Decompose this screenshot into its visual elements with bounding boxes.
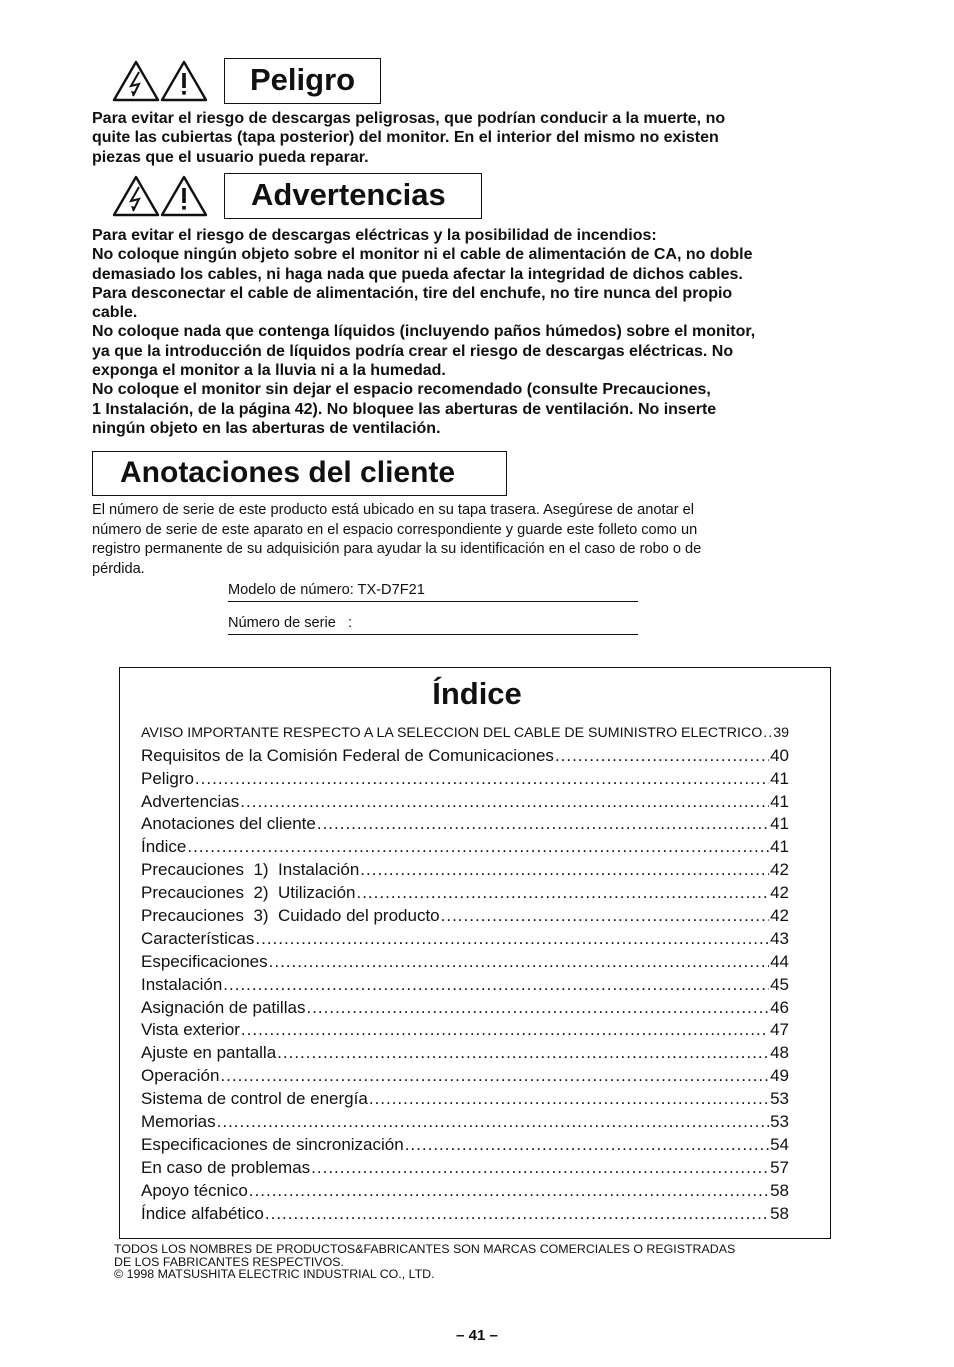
footer-line: TODOS LOS NOMBRES DE PRODUCTOS&FABRICANTES SON MARCAS COMERCIALES O REGISTRADAS [114, 1242, 736, 1256]
index-entry-page: 41 [770, 768, 789, 788]
index-entry-label: Apoyo técnico [141, 1180, 248, 1200]
text-line: número de serie de este aparato en el espacio correspondiente y guarde este folleto como un [92, 521, 698, 538]
index-entry-page: 49 [770, 1066, 789, 1086]
text-line: No coloque el monitor sin dejar el espacio recomendado (consulte Precauciones, [92, 381, 711, 399]
index-entry-page: 44 [770, 951, 789, 971]
index-entry-page: 47 [770, 1020, 789, 1040]
index-entry[interactable] [141, 949, 789, 972]
index-entry-leader [306, 998, 769, 1018]
text-line: No coloque ningún objeto sobre el monitor ni el cable de alimentación de CA, no doble [92, 246, 753, 264]
index-entry-label: Instalación [141, 974, 223, 994]
index-title: Índice [432, 676, 522, 711]
index-entry-page: 53 [770, 1112, 789, 1132]
index-entry-page: 43 [770, 928, 789, 948]
index-entry-page: 41 [770, 814, 789, 834]
index-entry[interactable] [141, 903, 789, 926]
warning-icon [160, 174, 208, 218]
index-entry[interactable] [141, 857, 789, 880]
electric-hazard-icon [112, 174, 160, 218]
index-entry-page: 45 [770, 974, 789, 994]
index-entry-leader [555, 746, 769, 766]
index-entry-leader [356, 883, 769, 903]
index-entry-leader [405, 1135, 769, 1155]
index-entry[interactable] [141, 1063, 789, 1086]
index-entry[interactable] [141, 995, 789, 1018]
index-entry[interactable] [141, 926, 789, 949]
peligro-heading: Peligro [224, 58, 381, 104]
index-entry-label: Peligro [141, 768, 194, 788]
footer-line: DE LOS FABRICANTES RESPECTIVOS. [114, 1254, 344, 1269]
index-entry-leader [360, 860, 769, 880]
index-entry-label: AVISO IMPORTANTE RESPECTO A LA SELECCION DEL CABLE DE SUMINISTRO ELECTRICO [141, 724, 763, 741]
index-entry-label: Índice [141, 837, 187, 857]
index-entry[interactable] [141, 789, 789, 812]
index-entry[interactable] [141, 743, 789, 766]
index-entry-page: 46 [770, 997, 789, 1017]
index-entry-leader [241, 1020, 769, 1040]
index-entry[interactable] [141, 1132, 789, 1155]
index-entry-leader [255, 929, 769, 949]
index-entry[interactable] [141, 1155, 789, 1178]
index-entry[interactable] [141, 1018, 789, 1041]
index-entry-label: En caso de problemas [141, 1157, 311, 1177]
index-entry-leader [220, 1066, 769, 1086]
index-entry-page: 42 [770, 860, 789, 880]
index-entry-page: 58 [770, 1180, 789, 1200]
advertencias-text [92, 226, 862, 438]
index-entry-leader [441, 906, 769, 926]
index-entry-leader [217, 1112, 769, 1132]
index-entry-label: Sistema de control de energía [141, 1089, 368, 1109]
index-entry-leader [369, 1089, 769, 1109]
index-entry[interactable] [141, 1086, 789, 1109]
text-line: piezas que el usuario pueda reparar. [92, 148, 369, 166]
index-entry-label: Advertencias [141, 791, 240, 811]
index-entry-label: Memorias [141, 1112, 216, 1132]
index-entry-label: Operación [141, 1066, 220, 1086]
index-entry[interactable] [141, 812, 789, 835]
text-line: El número de serie de este producto está ubicado en su tapa trasera. Asegúrese de anotar el [92, 502, 694, 518]
footer-notice [114, 1243, 735, 1281]
model-number-field [228, 582, 638, 602]
index-entry-page: 41 [770, 837, 789, 857]
text-line: 1 Instalación, de la página 42). No bloquee las aberturas de ventilación. No inserte [92, 400, 717, 418]
index-entry[interactable] [141, 1201, 789, 1224]
serial-number-field[interactable] [228, 615, 638, 635]
index-entry-page: 41 [770, 791, 789, 811]
index-entry-leader [311, 1158, 769, 1178]
text-line: demasiado los cables, ni haga nada que pueda afectar la integridad de dichos cables. [92, 265, 743, 283]
index-entry-leader [265, 1204, 769, 1224]
index-entry-leader [223, 975, 769, 995]
text-line: ningún objeto en las aberturas de ventilación. [92, 419, 441, 437]
index-entry-page: 53 [770, 1089, 789, 1109]
index-entry-label: Especificaciones [141, 951, 268, 971]
anotaciones-heading: Anotaciones del cliente [92, 451, 507, 496]
footer-line: © 1998 MATSUSHITA ELECTRIC INDUSTRIAL CO., LTD. [114, 1267, 435, 1282]
index-entry-page: 42 [770, 906, 789, 926]
index-entry[interactable] [141, 834, 789, 857]
index-entry-label: Precauciones 3) Cuidado del producto [141, 906, 440, 926]
text-line: ya que la introducción de líquidos podría crear el riesgo de descargas eléctricas. No [92, 342, 734, 360]
index-entry-label: Vista exterior [141, 1020, 240, 1040]
text-line: No coloque nada que contenga líquidos (incluyendo paños húmedos) sobre el monitor, [92, 323, 756, 341]
index-entry-label: Ajuste en pantalla [141, 1043, 277, 1063]
index-entry-label: Anotaciones del cliente [141, 814, 316, 834]
index-entry-label: Precauciones 2) Utilización [141, 883, 356, 903]
index-entry-leader [187, 837, 769, 857]
index-entry-label: Características [141, 928, 255, 948]
index-entry-leader [249, 1181, 769, 1201]
index-entry-label: Especificaciones de sincronización [141, 1134, 404, 1154]
text-line: exponga el monitor a la lluvia ni a la humedad. [92, 362, 446, 380]
anotaciones-text [92, 501, 872, 579]
index-entry-leader [240, 792, 769, 812]
text-line: pérdida. [92, 560, 145, 577]
text-line: Para evitar el riesgo de descargas peligrosas, que podrían conducir a la muerte, no [92, 110, 726, 127]
index-entry-label: Índice alfabético [141, 1203, 264, 1223]
text-line: registro permanente de su adquisición para ayudar la su identificación en el caso de robo o de [92, 541, 702, 558]
index-entry-leader [763, 723, 772, 743]
text-line: quite las cubiertas (tapa posterior) del monitor. En el interior del mismo no existen [92, 129, 719, 147]
index-entry-leader [195, 769, 769, 789]
index-entry-label: Precauciones 1) Instalación [141, 860, 360, 880]
text-line: cable. [92, 304, 138, 322]
index-entry[interactable] [141, 1109, 789, 1132]
advertencias-heading: Advertencias [224, 173, 482, 219]
electric-hazard-icon [112, 59, 160, 103]
index-entry[interactable] [141, 880, 789, 903]
page-number: – 41 – [456, 1327, 498, 1344]
index-entry-page: 57 [770, 1157, 789, 1177]
index-list [141, 720, 789, 1224]
model-number-label: Modelo de número: TX-D7F21 [228, 582, 425, 598]
index-entry-label: Asignación de patillas [141, 997, 306, 1017]
index-entry[interactable] [141, 1040, 789, 1063]
peligro-text [92, 109, 852, 167]
index-entry[interactable] [141, 972, 789, 995]
index-entry-leader [269, 952, 769, 972]
index-entry[interactable] [141, 766, 789, 789]
index-entry-page: 42 [770, 883, 789, 903]
index-entry-page: 54 [770, 1134, 789, 1154]
index-entry-leader [277, 1043, 769, 1063]
serial-number-label: Número de serie : [228, 615, 353, 631]
warning-icon [160, 59, 208, 103]
index-entry-page: 58 [770, 1203, 789, 1223]
index-entry-label: Requisitos de la Comisión Federal de Comunicaciones [141, 745, 554, 765]
index-entry[interactable] [141, 1178, 789, 1201]
text-line: Para evitar el riesgo de descargas eléctricas y la posibilidad de incendios: [92, 227, 657, 244]
index-entry-leader [317, 814, 769, 834]
text-line: Para desconectar el cable de alimentación, tire del enchufe, no tire nunca del propio [92, 284, 733, 302]
index-entry-page: 39 [773, 724, 789, 741]
index-entry-page: 48 [770, 1043, 789, 1063]
index-entry[interactable] [141, 720, 789, 743]
index-entry-page: 40 [770, 745, 789, 765]
